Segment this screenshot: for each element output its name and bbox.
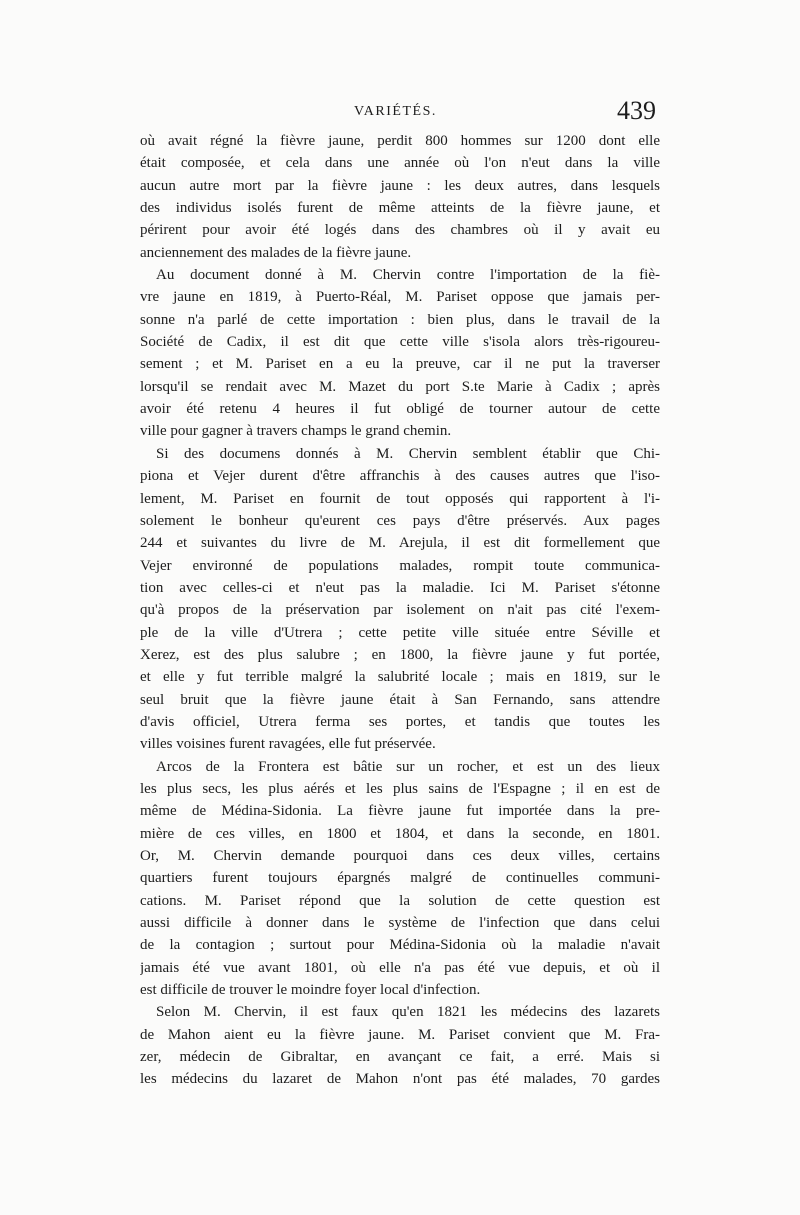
text-line: quartiers furent toujours épargnés malgré de continuelles communi- xyxy=(140,870,660,887)
text-line: Au document donné à M. Chervin contre l'importation de la fiè- xyxy=(156,267,660,284)
text-line: jamais été vue avant 1801, où elle n'a pas été vue depuis, et où il xyxy=(140,959,660,976)
text-line: des individus isolés furent de même atteints de la fièvre jaune, et xyxy=(140,200,660,217)
text-line: piona et Vejer durent d'être affranchis à des causes autres que l'iso- xyxy=(140,468,660,485)
text-line: Xerez, est des plus salubre ; en 1800, la fièvre jaune y fut portée, xyxy=(140,646,660,663)
text-line: Selon M. Chervin, il est faux qu'en 1821 les médecins des lazarets xyxy=(156,1004,660,1021)
text-line: les médecins du lazaret de Mahon n'ont pas été malades, 70 gardes xyxy=(140,1071,660,1088)
text-line: solement le bonheur qu'eurent ces pays d'être préservés. Aux pages xyxy=(140,512,660,529)
text-line: de Mahon aient eu la fièvre jaune. M. Pariset convient que M. Fra- xyxy=(140,1026,660,1043)
text-line: seul bruit que la fièvre jaune était à San Fernando, sans attendre xyxy=(140,691,660,708)
text-line: vre jaune en 1819, à Puerto-Réal, M. Pariset oppose que jamais per- xyxy=(140,289,660,306)
text-line: Or, M. Chervin demande pourquoi dans ces deux villes, certains xyxy=(140,848,660,864)
text-line: zer, médecin de Gibraltar, en avançant ce fait, a erré. Mais si xyxy=(140,1049,660,1066)
text-line: anciennement des malades de la fièvre jaune. xyxy=(140,244,412,261)
text-line: lement, M. Pariset en fournit de tout opposés qui rapportent à l'i- xyxy=(140,490,660,507)
text-line: lorsqu'il se rendait avec M. Mazet du port S.te Marie à Cadix ; après xyxy=(140,378,660,395)
page-header xyxy=(140,96,660,132)
text-line: qu'à propos de la préservation par isolement on n'ait pas cité l'exem- xyxy=(140,602,660,619)
text-line: villes voisines furent ravagées, elle fut préservée. xyxy=(140,736,436,753)
text-line: sement ; et M. Pariset en a eu la preuve, car il ne put la traverser xyxy=(140,356,660,373)
text-line: mière de ces villes, en 1800 et 1804, et dans la seconde, en 1801. xyxy=(140,825,660,842)
text-line: Société de Cadix, il est dit que cette ville s'isola alors très-rigoureu- xyxy=(140,334,660,351)
text-line: Arcos de la Frontera est bâtie sur un rocher, et est un des lieux xyxy=(156,758,660,775)
text-line: et elle y fut terrible malgré la salubrité locale ; mais en 1819, sur le xyxy=(140,669,660,686)
text-line: ville pour gagner à travers champs le grand chemin. xyxy=(140,423,452,440)
text-line: de la contagion ; surtout pour Médina-Sidonia où la maladie n'avait xyxy=(140,937,660,954)
text-line: sonne n'a parlé de cette importation : bien plus, dans le travail de la xyxy=(140,311,660,328)
text-line: d'avis officiel, Utrera ferma ses portes, et tandis que toutes les xyxy=(140,713,660,730)
text-line: était composée, et cela dans une année où l'on n'eut dans la ville xyxy=(140,155,660,172)
text-line: même de Médina-Sidonia. La fièvre jaune fut importée dans la pre- xyxy=(140,803,660,820)
page-number: 439 xyxy=(617,96,656,125)
text-line: Vejer environné de populations malades, rompit toute communica- xyxy=(140,557,660,574)
text-line: cations. M. Pariset répond que la solution de cette question est xyxy=(140,892,660,909)
text-line: où avait régné la fièvre jaune, perdit 800 hommes sur 1200 dont elle xyxy=(140,133,660,149)
text-line: aucun autre mort par la fièvre jaune : les deux autres, dans lesquels xyxy=(140,177,660,194)
text-line: tion avec celles-ci et n'eut pas la maladie. Ici M. Pariset s'étonne xyxy=(140,579,660,596)
text-line: ple de la ville d'Utrera ; cette petite ville située entre Séville et xyxy=(140,624,660,641)
body-text xyxy=(140,130,660,1091)
text-line: périrent pour avoir été logés dans des chambres où il y avait eu xyxy=(140,222,660,239)
text-line: 244 et suivantes du livre de M. Arejula, il est dit formellement que xyxy=(140,535,660,552)
text-line: aussi difficile à donner dans le système de l'infection que dans celui xyxy=(140,915,660,932)
text-line: Si des documens donnés à M. Chervin semblent établir que Chi- xyxy=(156,445,660,462)
text-line: les plus secs, les plus aérés et les plus sains de l'Espagne ; il en est de xyxy=(140,780,660,797)
running-head: VARIÉTÉS. xyxy=(354,104,437,119)
text-line: avoir été retenu 4 heures il fut obligé de tourner autour de cette xyxy=(140,401,660,418)
text-line: est difficile de trouver le moindre foyer local d'infection. xyxy=(140,982,481,999)
